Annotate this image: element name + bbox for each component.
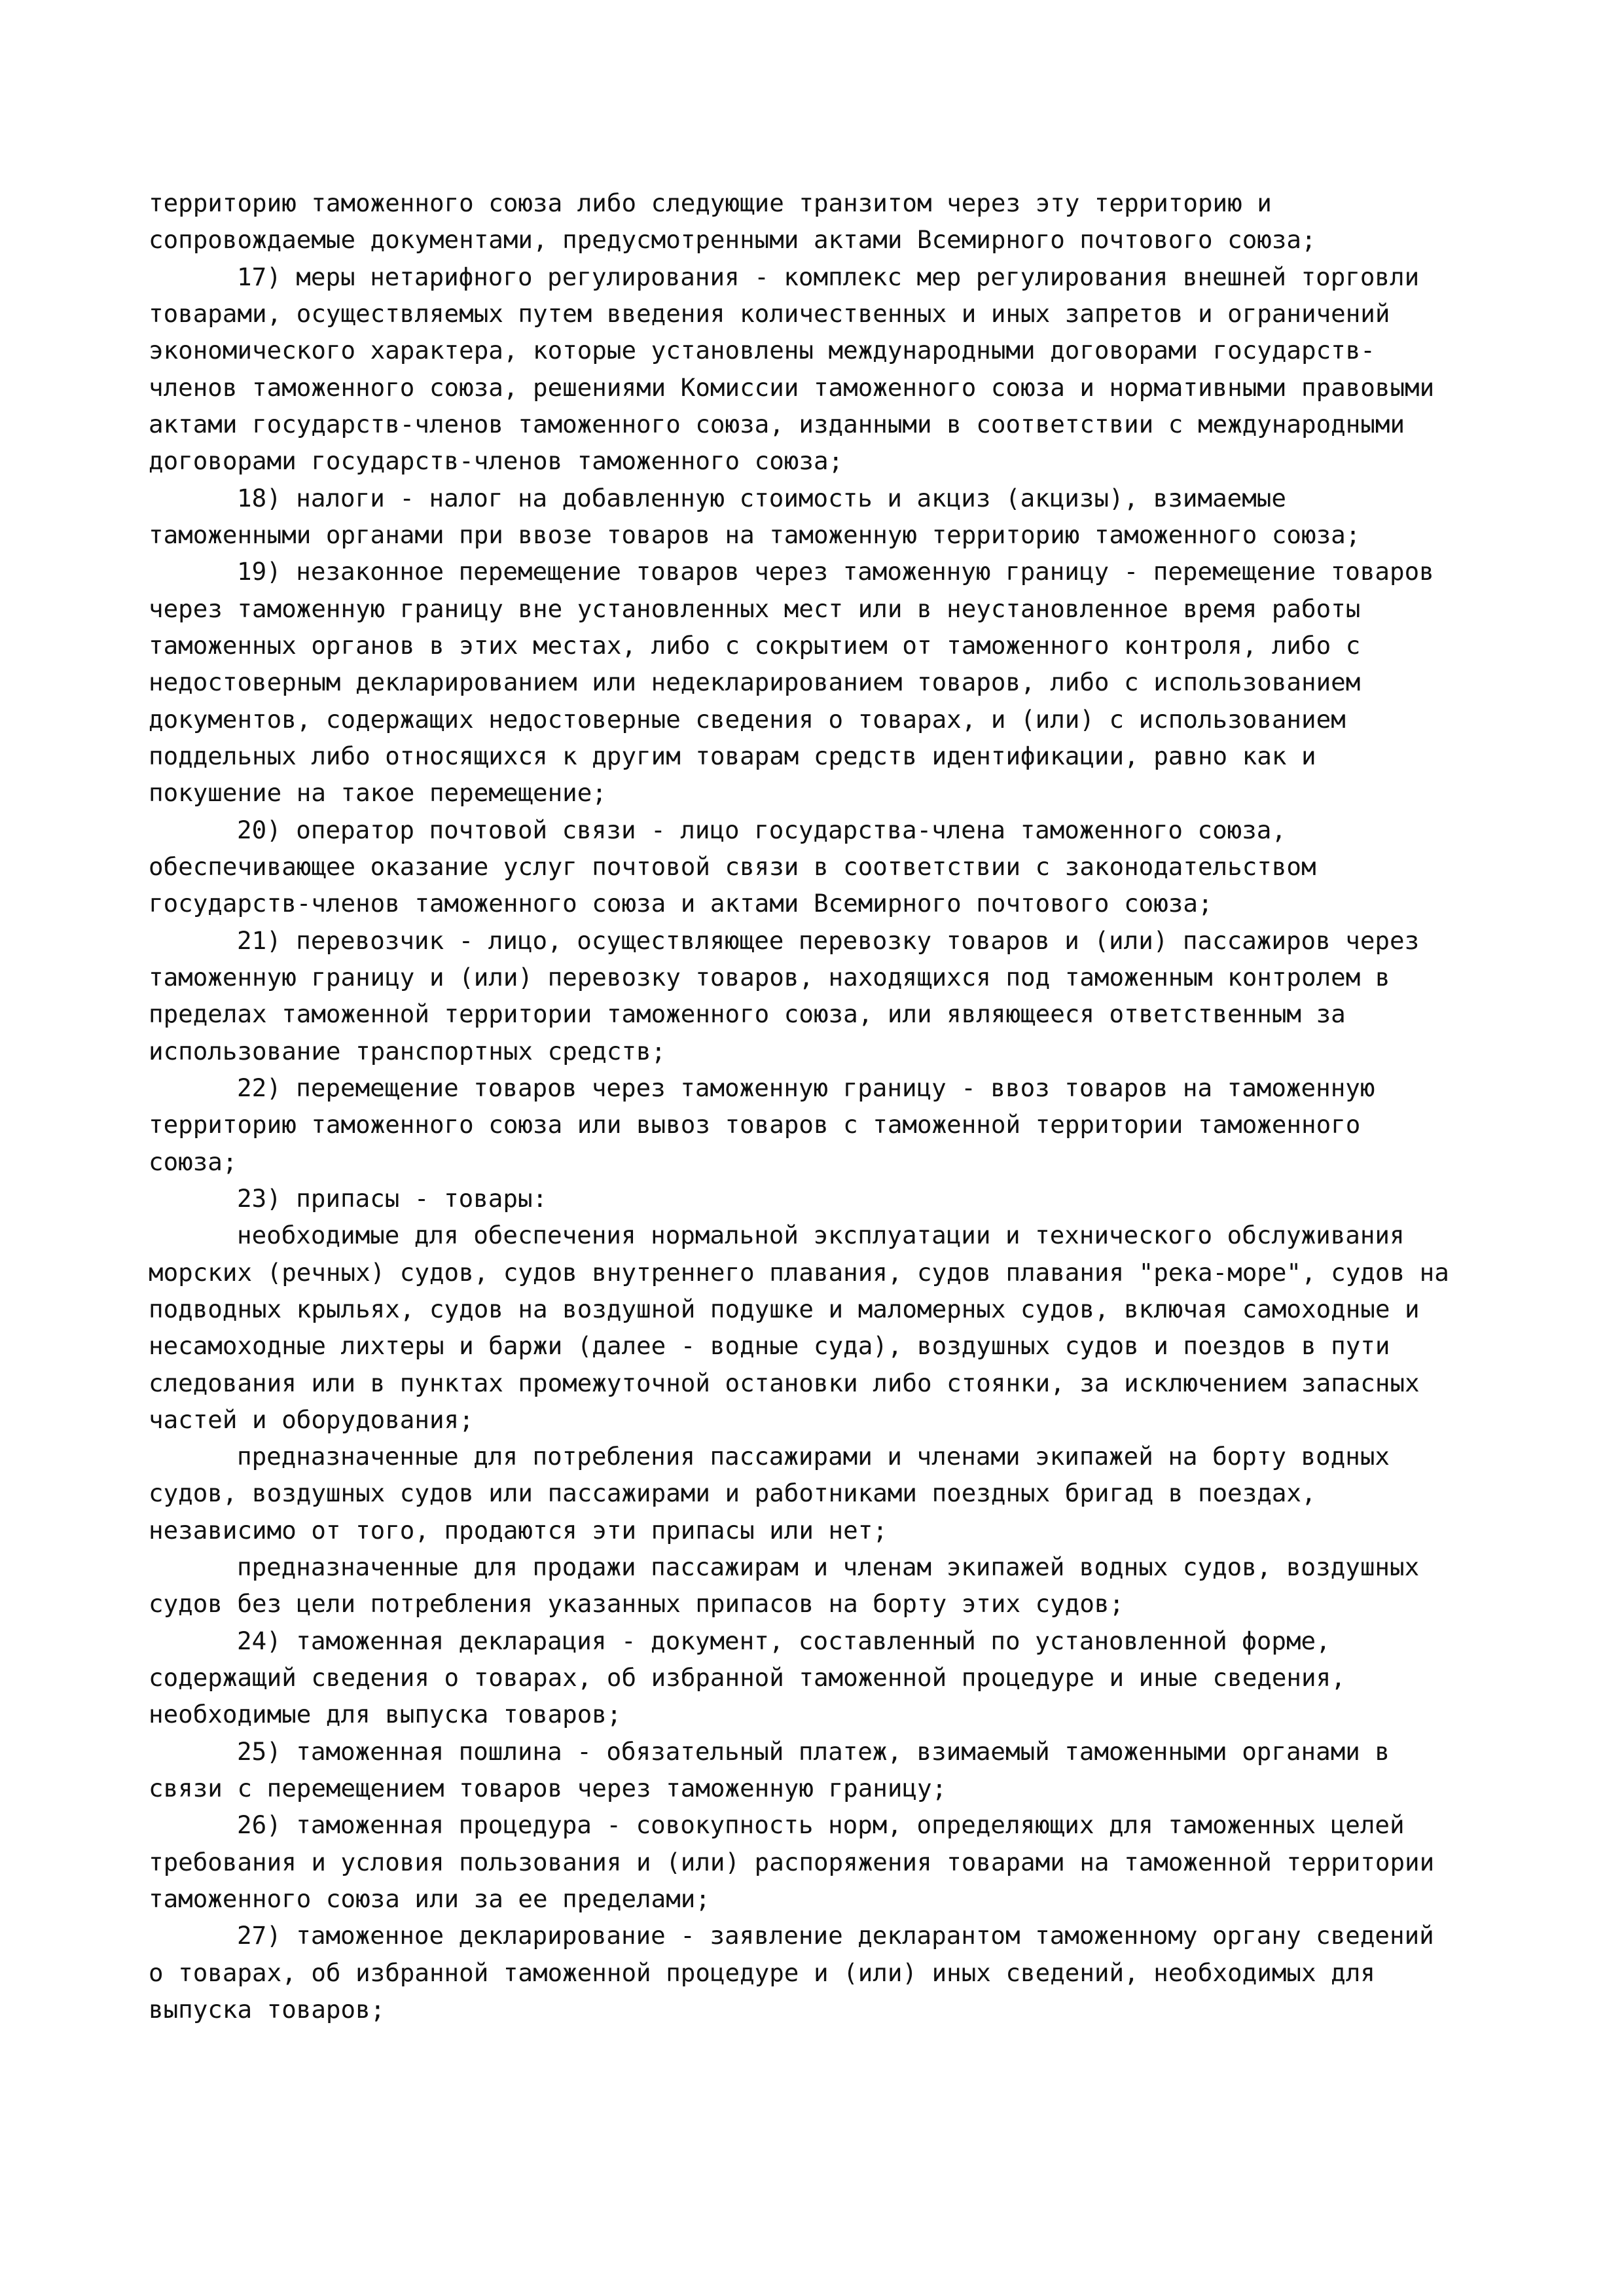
definition-20-start: 20) оператор почтовой связи - лицо государства-члена таможенного союза,: [237, 815, 1286, 844]
text-line: таможенных органов в этих местах, либо с сокрытием от таможенного контроля, либо с: [149, 630, 1361, 660]
text-line: договорами государств-членов таможенного союза;: [149, 446, 844, 476]
definition-17-start: 17) меры нетарифного регулирования - комплекс мер регулирования внешней торговли: [237, 262, 1420, 291]
text-line: выпуска товаров;: [149, 1995, 386, 2024]
text-line: поддельных либо относящихся к другим товарам средств идентификации, равно как и: [149, 741, 1316, 770]
text-line: морских (речных) судов, судов внутреннего плавания, судов плавания "река-море", судов на: [149, 1257, 1449, 1287]
definition-18-start: 18) налоги - налог на добавленную стоимость и акциз (акцизы), взимаемые: [237, 483, 1286, 512]
text-line: территорию таможенного союза либо следующие транзитом через эту территорию и: [149, 188, 1272, 217]
text-line: недостоверным декларированием или недекларированием товаров, либо с использованием: [149, 668, 1361, 697]
text-line: обеспечивающее оказание услуг почтовой связи в соответствии с законодательством: [149, 852, 1316, 881]
text-line: документов, содержащих недостоверные сведения о товарах, и (или) с использованием: [149, 704, 1346, 734]
text-line: таможенного союза или за ее пределами;: [149, 1884, 710, 1914]
text-line: покушение на такое перемещение;: [149, 778, 607, 808]
text-line: экономического характера, которые установлены международными договорами государств-: [149, 336, 1375, 365]
text-line: требования и условия пользования и (или) распоряжения товарами на таможенной территории: [149, 1847, 1435, 1876]
document-body: [149, 185, 1589, 2028]
definition-22-start: 22) перемещение товаров через таможенную границу - ввоз товаров на таможенную: [237, 1073, 1375, 1102]
definition-19-start: 19) незаконное перемещение товаров через таможенную границу - перемещение товаров: [237, 557, 1434, 586]
definition-24-start: 24) таможенная декларация - документ, составленный по установленной форме,: [237, 1626, 1331, 1655]
definition-27-start: 27) таможенное декларирование - заявление декларантом таможенному органу сведений: [237, 1921, 1434, 1950]
text-line: связи с перемещением товаров через таможенную границу;: [149, 1774, 947, 1803]
definition-21-start: 21) перевозчик - лицо, осуществляющее перевозку товаров и (или) пассажиров через: [237, 925, 1420, 955]
text-line: независимо от того, продаются эти припасы или нет;: [149, 1515, 888, 1545]
definition-25-start: 25) таможенная пошлина - обязательный платеж, взимаемый таможенными органами в: [237, 1736, 1390, 1766]
text-line: актами государств-членов таможенного союза, изданными в соответствии с международными: [149, 409, 1405, 439]
text-line: использование транспортных средств;: [149, 1036, 666, 1066]
text-line: сопровождаемые документами, предусмотренными актами Всемирного почтового союза;: [149, 225, 1316, 255]
text-line: государств-членов таможенного союза и актами Всемирного почтового союза;: [149, 889, 1213, 918]
text-line: несамоходные лихтеры и баржи (далее - водные суда), воздушных судов и поездов в пути: [149, 1331, 1390, 1361]
text-line: таможенную границу и (или) перевозку товаров, находящихся под таможенным контролем в: [149, 962, 1390, 992]
definition-23-start: 23) припасы - товары:: [237, 1183, 548, 1213]
text-line: судов без цели потребления указанных припасов на борту этих судов;: [149, 1589, 1125, 1619]
sub-paragraph-start: необходимые для обеспечения нормальной эксплуатации и технического обслуживания: [237, 1221, 1405, 1250]
text-line: необходимые для выпуска товаров;: [149, 1700, 622, 1729]
text-line: таможенными органами при ввозе товаров на таможенную территорию таможенного союза;: [149, 520, 1361, 549]
text-line: территорию таможенного союза или вывоз товаров с таможенной территории таможенного: [149, 1110, 1361, 1139]
text-line: содержащий сведения о товарах, об избранной таможенной процедуре и иные сведения,: [149, 1663, 1346, 1693]
text-line: частей и оборудования;: [149, 1405, 474, 1434]
text-line: подводных крыльях, судов на воздушной подушке и маломерных судов, включая самоходные и: [149, 1294, 1420, 1323]
text-line: товарами, осуществляемых путем введения количественных и иных запретов и ограничений: [149, 298, 1390, 328]
text-line: о товарах, об избранной таможенной процедуре и (или) иных сведений, необходимых для: [149, 1958, 1375, 1987]
text-line: пределах таможенной территории таможенного союза, или являющееся ответственным за: [149, 999, 1346, 1029]
sub-paragraph-start: предназначенные для потребления пассажирами и членами экипажей на борту водных: [237, 1442, 1390, 1471]
text-line: следования или в пунктах промежуточной остановки либо стоянки, за исключением запасных: [149, 1368, 1420, 1397]
text-line: членов таможенного союза, решениями Комиссии таможенного союза и нормативными правовыми: [149, 372, 1435, 402]
text-line: судов, воздушных судов или пассажирами и работниками поездных бригад в поездах,: [149, 1479, 1316, 1508]
text-line: через таможенную границу вне установленных мест или в неустановленное время работы: [149, 594, 1361, 623]
definition-26-start: 26) таможенная процедура - совокупность норм, определяющих для таможенных целей: [237, 1810, 1405, 1840]
sub-paragraph-start: предназначенные для продажи пассажирам и членам экипажей водных судов, воздушных: [237, 1552, 1420, 1582]
text-line: союза;: [149, 1147, 238, 1176]
